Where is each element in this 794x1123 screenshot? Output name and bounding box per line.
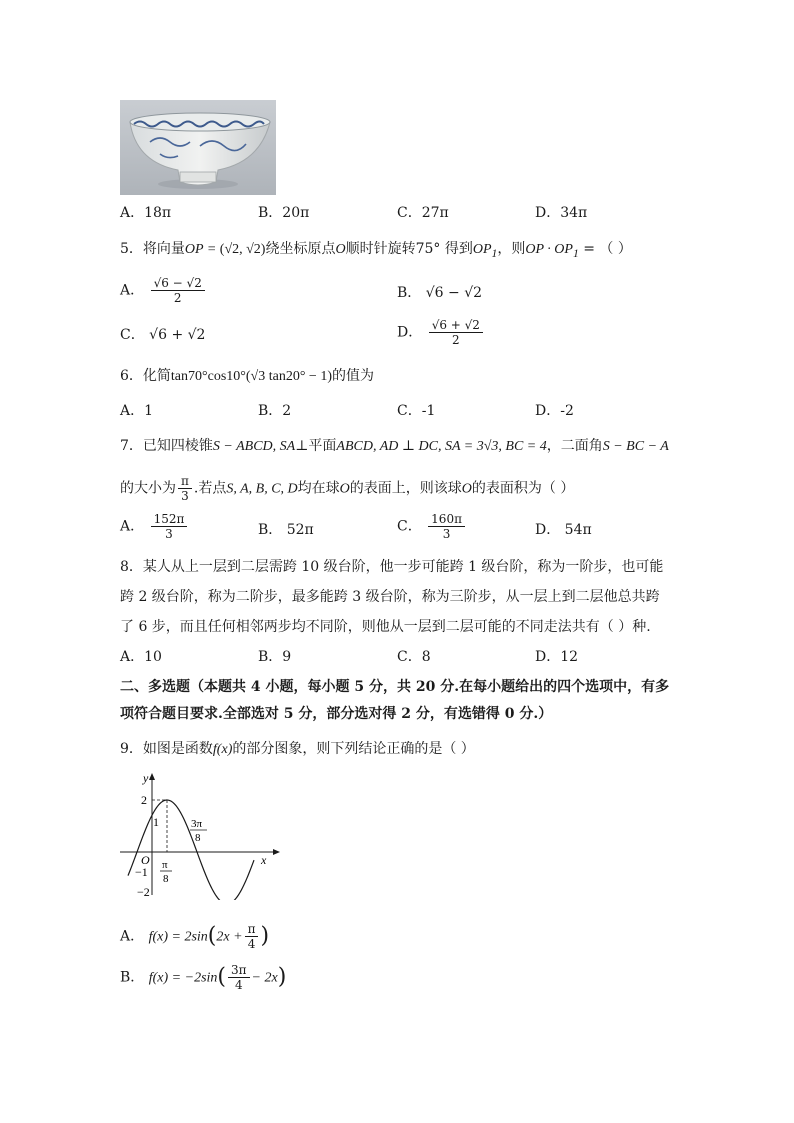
q5-opt-a-num: √6 − √2 [151, 276, 205, 291]
x-axis-arrow [273, 849, 280, 855]
bowl-image [120, 100, 276, 195]
q7-line1 [120, 436, 669, 457]
q7-opt-c-label: C． [397, 518, 422, 535]
q5-rotate-text2: 顺时针旋转75° 得到 [345, 241, 473, 257]
q8-line1: 8．某人从上一层到二层需跨 10 级台阶，他一步可能跨 1 级台阶，称为一阶步，也可能 [120, 559, 664, 575]
q6-expr: tan70°cos10°(√3 tan20° − 1) [170, 369, 332, 384]
q5-prefix: 5．将向量 [120, 241, 185, 257]
tick-m2-label: −2 [137, 885, 150, 899]
bowl-photo [120, 100, 276, 195]
q9-prefix: 9．如图是函数 [120, 741, 213, 757]
q7-line2-suffix: 的表面积为（ ） [471, 480, 575, 497]
q5-vector-op: OP = (√2, √2) [184, 242, 266, 257]
q4-option-c: C．27π [397, 205, 449, 221]
q7-line1-math: S − ABCD, SA⊥ [212, 439, 309, 454]
q7-line1-prefix: 7．已知四棱锥 [120, 438, 213, 454]
q9-opt-a-inner: 2x + [216, 929, 243, 945]
q7-option-d: D． 54π [535, 522, 592, 538]
q9-suffix: 的部分图象，则下列结论正确的是（ ） [232, 741, 475, 757]
q9-opt-b-label: B． [120, 969, 145, 986]
q8-line2: 跨 2 级台阶，称为二阶步，最多能跨 3 级台阶，称为三阶步，从一层上到二层他总共跨 [120, 589, 660, 605]
q8-option-b: B．9 [258, 649, 292, 665]
tick-m1-label: −1 [135, 865, 148, 879]
tick-2-label: 2 [141, 793, 147, 807]
q5-stem [120, 239, 632, 264]
q7-opt-a-num: 152π [151, 512, 188, 527]
q5-option-a [120, 276, 207, 305]
tick-1-label: 1 [153, 815, 159, 829]
q7-opt-c-num: 160π [428, 512, 465, 527]
q5-option-d [397, 318, 485, 347]
q9-opt-a-label: A． [120, 928, 145, 945]
q9-opt-b-den: 4 [234, 978, 243, 992]
q7-line2-mid2: 均在球 [297, 480, 340, 497]
q5-opt-d-den: 2 [451, 333, 460, 347]
q5-origin: O [335, 242, 346, 257]
q7-option-a [120, 512, 189, 541]
q7-line2-mid: .若点 [193, 480, 227, 497]
q8-line3: 了 6 步，而且任何相邻两步均不同阶，则他从一层到二层可能的不同走法共有（ ）种. [120, 619, 651, 635]
q9-stem [120, 739, 475, 760]
q9-opt-a-num: π [245, 922, 259, 937]
q4-option-b: B．20π [258, 205, 310, 221]
q6-suffix: 的值为 [332, 368, 374, 384]
y-axis-arrow [149, 773, 155, 780]
q4-option-a: A．18π [120, 205, 172, 221]
q9-option-b: B． f(x) = −2sin( $\frac{3\pi}{4}$ − 2x) [120, 963, 287, 992]
q7-line1-math3: S − BC − A [602, 439, 669, 454]
q7-frac-den: 3 [181, 489, 189, 503]
q5-option-c: C． √6 + √2 [120, 327, 206, 343]
y-axis-label: y [143, 771, 149, 785]
q7-line1-math2: ABCD, AD ⊥ DC, SA = 3√3, BC = 4 [336, 439, 547, 454]
q7-line2-math: S, A, B, C, D [226, 481, 298, 497]
q5-opt-d-label: D． [397, 324, 423, 341]
q6-option-c: C．-1 [397, 403, 436, 419]
q7-option-b: B． 52π [258, 522, 314, 538]
q7-opt-c-den: 3 [442, 527, 451, 541]
q6-stem [120, 366, 374, 387]
q5-option-b: B． √6 − √2 [397, 285, 483, 301]
x-axis-label: x [261, 853, 267, 867]
q5-then-text: ，则 [497, 241, 526, 257]
q9-opt-b-inner: − 2x [251, 970, 278, 986]
q8-option-c: C．8 [397, 649, 431, 665]
q7-opt-a-label: A． [120, 518, 145, 535]
q6-option-d: D．-2 [535, 403, 574, 419]
q5-opt-a-den: 2 [173, 291, 182, 305]
q7-line2-math2b: O [461, 481, 472, 497]
pi8-num: π [162, 859, 168, 871]
q9-opt-b-left: f(x) = −2sin [148, 970, 218, 986]
3pi8-den: 8 [195, 832, 201, 844]
q9-option-a: A． f(x) = 2sin(2x + $\frac{\pi}{4}$ ) [120, 922, 270, 951]
q7-frac-num: π [178, 474, 192, 489]
q6-option-a: A．1 [120, 403, 154, 419]
sine-graph [115, 770, 285, 900]
q7-line1-mid: 平面 [308, 438, 337, 454]
q8-option-d: D．12 [535, 649, 579, 665]
q7-option-c [397, 512, 467, 541]
q9-opt-a-den: 4 [247, 937, 256, 951]
q5-opt-a-label: A． [120, 282, 145, 299]
q9-graph [115, 770, 285, 900]
q6-option-b: B．2 [258, 403, 292, 419]
q8-option-a: A．10 [120, 649, 162, 665]
q7-opt-a-den: 3 [165, 527, 173, 541]
q9-opt-a-left: f(x) = 2sin [148, 929, 208, 945]
q5-vector-op1: $OP_1$ [472, 242, 498, 260]
q5-dot-product: OP · $OP_1$ [525, 242, 579, 260]
q4-option-d: D．34π [535, 205, 588, 221]
3pi8-num: 3π [191, 818, 203, 830]
section2-line1: 二、多选题（本题共 4 小题，每小题 5 分，共 20 分.在每小题给出的四个选项中，有多 [120, 679, 670, 695]
q9-func: f(x) [212, 742, 233, 757]
q5-end-text: = （ ） [583, 241, 632, 257]
q5-opt-d-num: √6 + √2 [429, 318, 483, 333]
origin-label: O [141, 853, 150, 867]
section2-line2: 项符合题目要求.全部选对 5 分，部分选对得 2 分，有选错得 0 分.） [120, 706, 553, 722]
q9-opt-b-num: 3π [228, 963, 250, 978]
pi8-den: 8 [163, 873, 169, 885]
q7-line2-math2: O [339, 481, 350, 497]
q7-line2-mid3: 的表面上，则该球 [349, 480, 462, 497]
q6-prefix: 6．化简 [120, 368, 171, 384]
q7-line2-prefix: 的大小为 [120, 480, 176, 497]
q7-line2 [120, 474, 574, 503]
q7-line1-suffix: ，二面角 [546, 438, 603, 454]
q5-rotate-text: 绕坐标原点 [265, 241, 336, 257]
